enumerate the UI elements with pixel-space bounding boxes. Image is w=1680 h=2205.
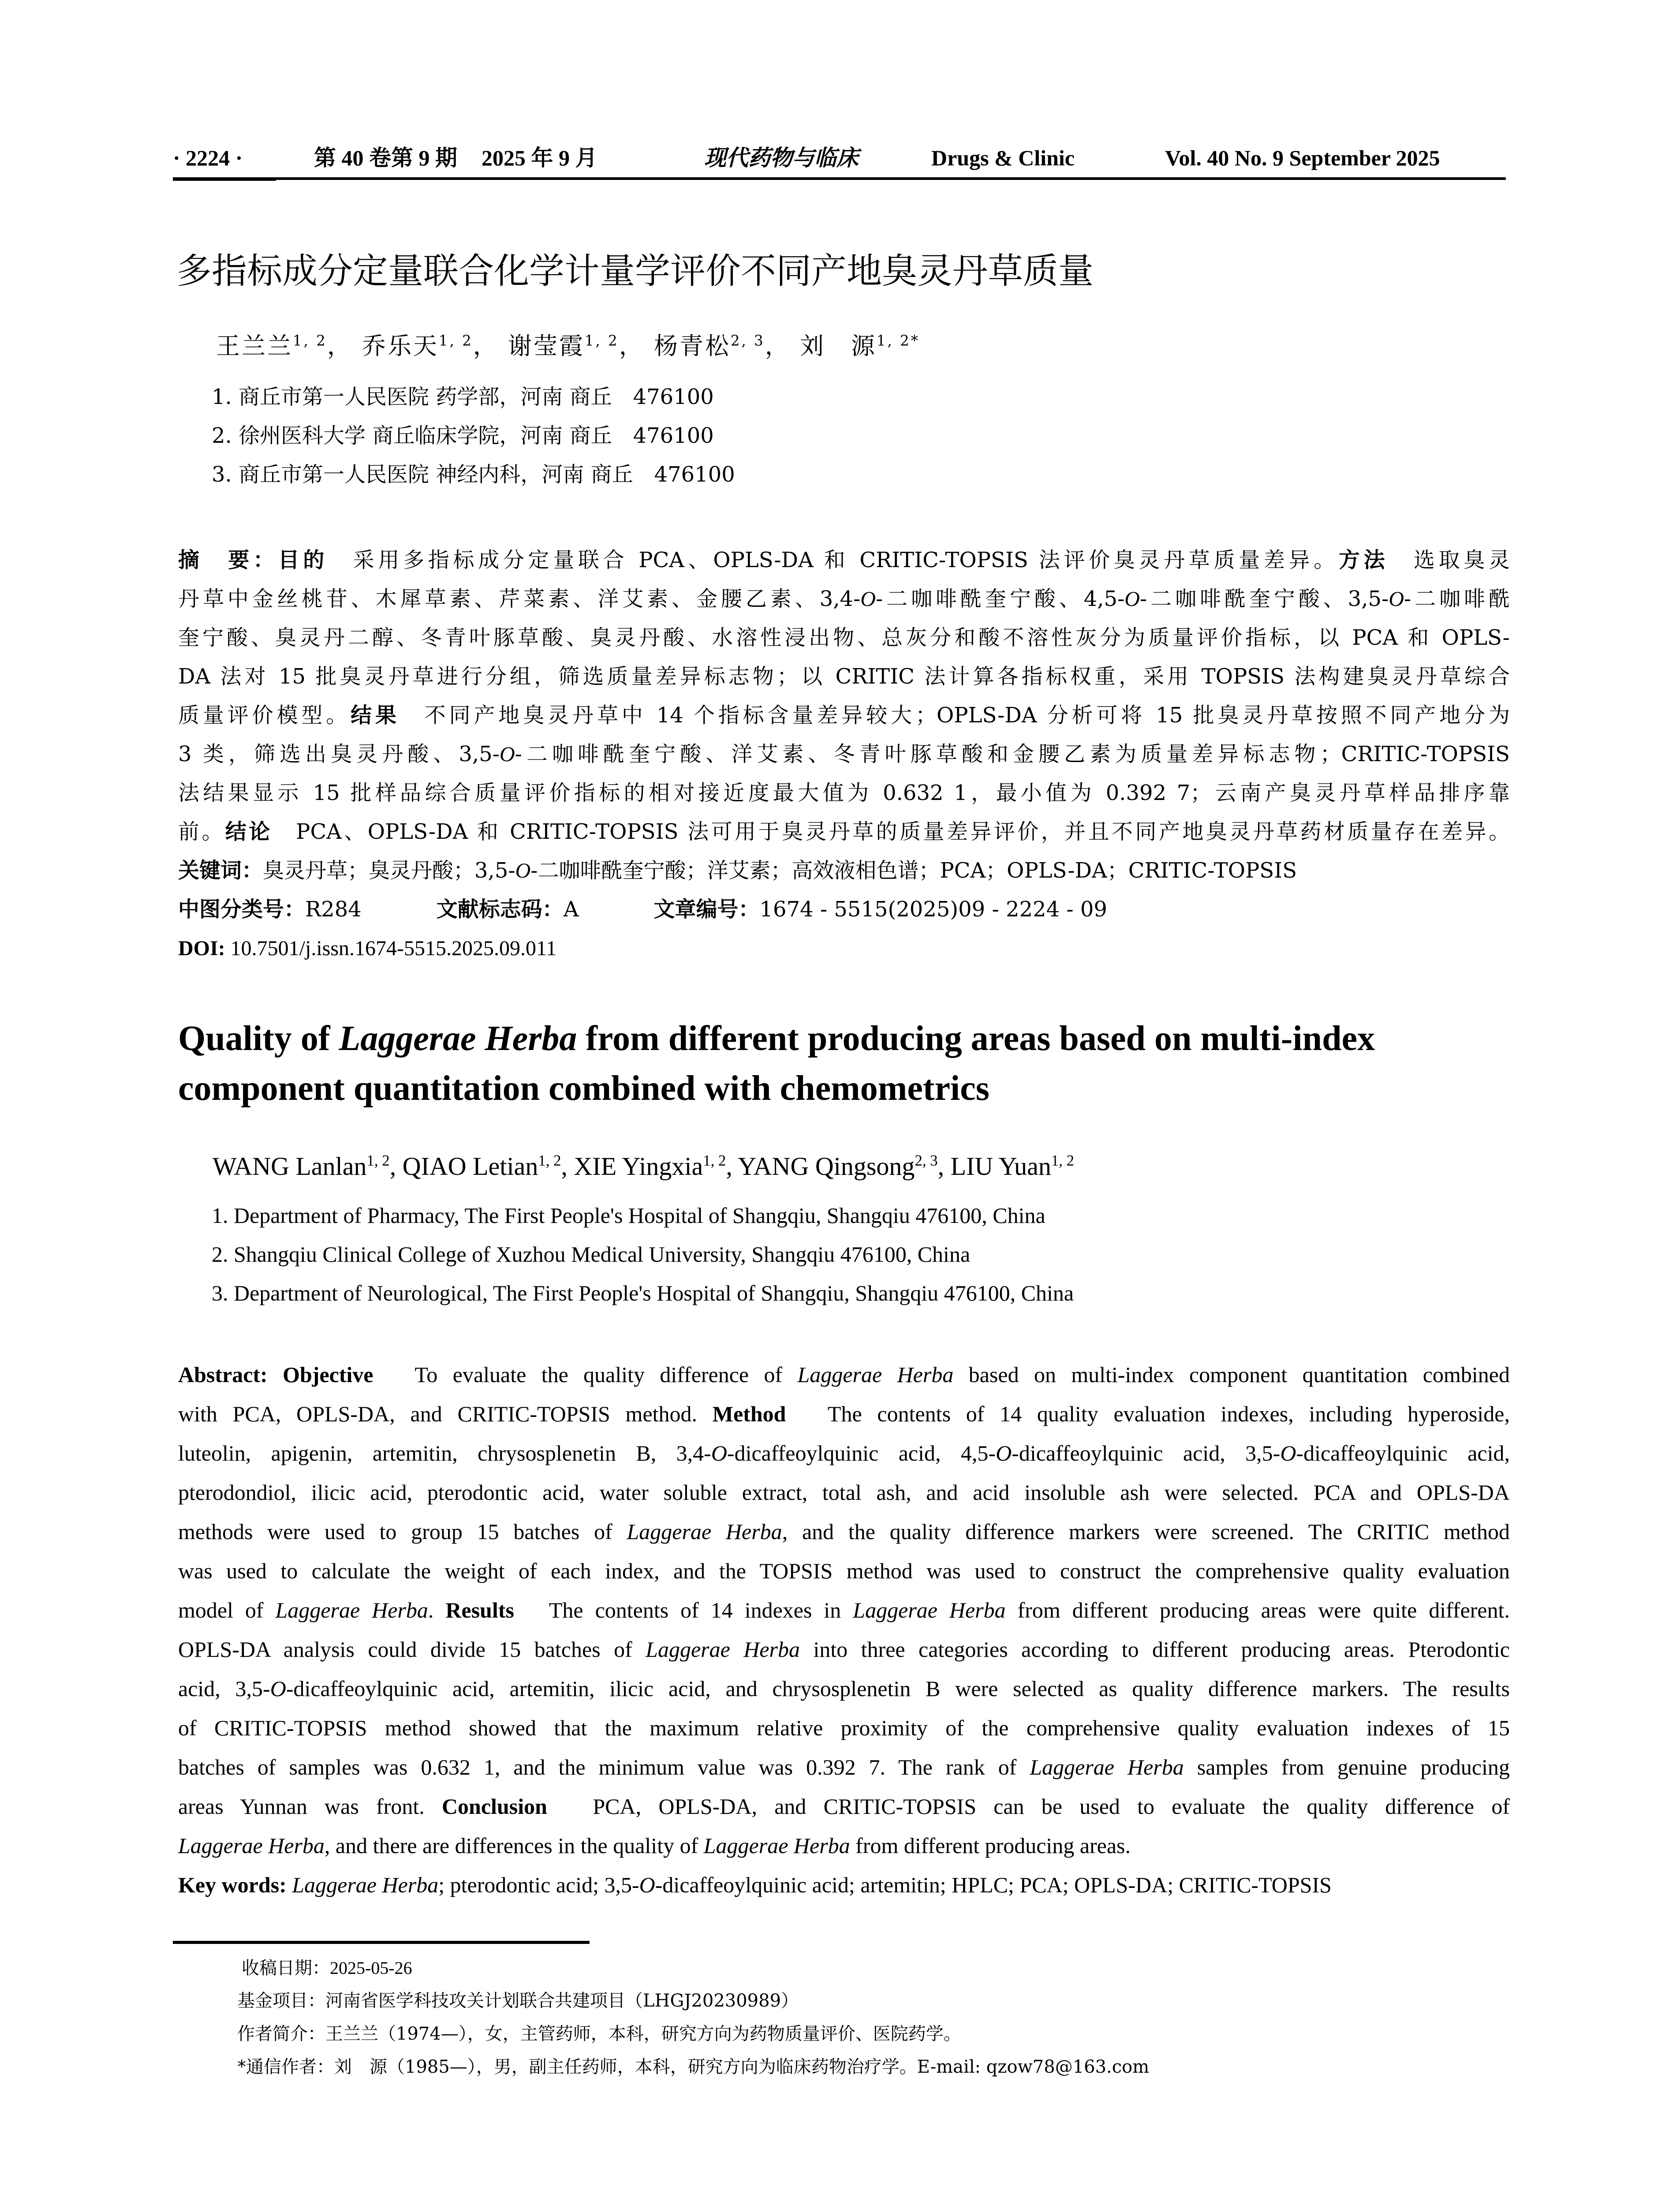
method-label-cn: 方法 bbox=[1338, 548, 1389, 572]
abstract-en-line: acid, 3,5-O-dicaffeoylquinic acid, artemitin, ilicic acid, and chrysosplenetin B were selected as quality difference markers. The results bbox=[178, 1676, 1510, 1701]
doi bbox=[178, 929, 1510, 968]
keywords-en: Key words: Laggerae Herba; pterodontic acid; 3,5-O-dicaffeoylquinic acid; artemitin; HPLC; PCA; OPLS-DA; CRITIC-TOPSIS bbox=[178, 1872, 1332, 1897]
header-rule bbox=[276, 177, 1506, 180]
author: LIU Yuan$^{1, 2}$ bbox=[950, 1152, 1075, 1181]
affiliation-en: 1. Department of Pharmacy, The First People's Hospital of Shangqiu, Shangqiu 476100, China bbox=[212, 1203, 1045, 1228]
abstract-en-line: luteolin, apigenin, artemitin, chrysosplenetin B, 3,4-O-dicaffeoylquinic acid, 4,5-O-dicaffeoylquinic acid, 3,5-O-dicaffeoylquinic acid, bbox=[178, 1441, 1510, 1465]
abstract-en-line: Laggerae Herba, and there are differences in the quality of Laggerae Herba from different producing areas. bbox=[178, 1833, 1131, 1858]
abstract-en-line: of CRITIC-TOPSIS method showed that the maximum relative proximity of the comprehensive quality evaluation indexes of 15 bbox=[178, 1715, 1510, 1740]
footnote-corresponding-author: *通信作者：刘 源（1985—），男，副主任药师，本科，研究方向为临床药物治疗学。E-mail: qzow78@163.com bbox=[237, 2057, 1150, 2077]
abstract-en-line: batches of samples was 0.632 1, and the minimum value was 0.392 7. The rank of Laggerae Herba samples from genuine producing bbox=[178, 1755, 1510, 1779]
journal-name-en: Drugs & Clinic bbox=[931, 146, 1075, 170]
author: 王兰兰$^{1, 2}$， bbox=[216, 332, 353, 360]
journal-name-cn: 现代药物与临床 bbox=[704, 145, 859, 171]
abstract-cn-line: 前。结论 PCA、OPLS-DA 和 CRITIC-TOPSIS 法可用于臭灵丹草的质量差异评价，并且不同产地臭灵丹草药材质量存在差异。 bbox=[178, 819, 1510, 844]
title-cn: 多指标成分定量联合化学计量学评价不同产地臭灵丹草质量 bbox=[176, 250, 1094, 292]
keywords-label-en: Key words: bbox=[178, 1872, 292, 1897]
author: WANG Lanlan$^{1, 2}$, bbox=[213, 1152, 403, 1181]
author: YANG Qingsong$^{2, 3}$, bbox=[738, 1152, 951, 1181]
results-label-en: Results bbox=[445, 1598, 514, 1622]
abstract-en-line: model of Laggerae Herba. Results The contents of 14 indexes in Laggerae Herba from different producing areas were quite different. bbox=[178, 1598, 1510, 1622]
affiliation-cn: 1. 商丘市第一人民医院 药学部，河南 商丘 476100 bbox=[212, 385, 714, 409]
author: 谢莹霞$^{1, 2}$， bbox=[508, 332, 645, 360]
abstract-en-line: Abstract: Objective To evaluate the quality difference of Laggerae Herba based on multi-index component quantitation combined bbox=[178, 1362, 1510, 1387]
page-number: · 2224 · bbox=[173, 146, 243, 170]
abstract-cn-line: 丹草中金丝桃苷、木犀草素、芹菜素、洋艾素、金腰乙素、3,4-O-二咖啡酰奎宁酸、4,5-O-二咖啡酰奎宁酸、3,5-O-二咖啡酰 bbox=[178, 587, 1510, 611]
author: 乔乐天$^{1, 2}$， bbox=[362, 332, 499, 360]
clc-value: R284 bbox=[305, 897, 362, 922]
footnote-received: 收稿日期：2025-05-26 bbox=[242, 1958, 412, 1978]
footnote-fund: 基金项目：河南省医学科技攻关计划联合共建项目（LHGJ20230989） bbox=[237, 1991, 799, 2011]
affiliation-cn: 3. 商丘市第一人民医院 神经内科，河南 商丘 476100 bbox=[212, 462, 735, 487]
affiliation-en: 3. Department of Neurological, The First People's Hospital of Shangqiu, Shangqiu 476100, China bbox=[212, 1281, 1074, 1305]
abstract-cn-line: 法结果显示 15 批样品综合质量评价指标的相对接近度最大值为 0.632 1，最小值为 0.392 7；云南产臭灵丹草样品排序靠 bbox=[178, 781, 1510, 805]
header-rule-thick bbox=[173, 177, 276, 181]
article-no-label: 文章编号： bbox=[653, 897, 760, 922]
authors-cn bbox=[216, 329, 920, 364]
keywords-cn: 关键词：臭灵丹草；臭灵丹酸；3,5-O-二咖啡酰奎宁酸；洋艾素；高效液相色谱；PCA；OPLS-DA；CRITIC-TOPSIS bbox=[178, 858, 1297, 883]
title-en: Quality of Laggerae Herba from different producing areas based on multi-index bbox=[178, 1019, 1375, 1058]
conclusion-label-cn: 结论 bbox=[225, 819, 273, 844]
conclusion-label-en: Conclusion bbox=[441, 1794, 547, 1819]
doc-code-label: 文献标志码： bbox=[436, 897, 564, 922]
doc-code-value: A bbox=[563, 897, 579, 922]
volume-issue-cn: 第 40 卷第 9 期 bbox=[314, 146, 457, 170]
abstract-en-line: OPLS-DA analysis could divide 15 batches of Laggerae Herba into three categories according to different producing areas. Pterodontic bbox=[178, 1637, 1510, 1662]
volume-issue-en: Vol. 40 No. 9 September 2025 bbox=[1165, 146, 1440, 170]
footnote-rule bbox=[173, 1941, 590, 1944]
results-label-cn: 结果 bbox=[351, 703, 400, 728]
date-cn: 2025 年 9 月 bbox=[482, 146, 597, 170]
abstract-cn-line: DA 法对 15 批臭灵丹草进行分组，筛选质量差异标志物；以 CRITIC 法计算各指标权重，采用 TOPSIS 法构建臭灵丹草综合 bbox=[178, 664, 1510, 689]
abstract-cn-line: 质量评价模型。结果 不同产地臭灵丹草中 14 个指标含量差异较大；OPLS-DA 分析可将 15 批臭灵丹草按照不同产地分为 bbox=[178, 703, 1510, 728]
method-label-en: Method bbox=[712, 1401, 786, 1426]
author: XIE Yingxia$^{1, 2}$, bbox=[574, 1152, 738, 1181]
affiliation-cn: 2. 徐州医科大学 商丘临床学院，河南 商丘 476100 bbox=[212, 423, 714, 448]
article-no-value: 1674 - 5515(2025)09 - 2224 - 09 bbox=[759, 897, 1107, 922]
title-en-line2: component quantitation combined with chemometrics bbox=[178, 1069, 989, 1108]
abstract-cn-line: 奎宁酸、臭灵丹二醇、冬青叶豚草酸、臭灵丹酸、水溶性浸出物、总灰分和酸不溶性灰分为质量评价指标，以 PCA 和 OPLS- bbox=[178, 625, 1510, 650]
objective-label-cn: 目的 bbox=[278, 548, 329, 572]
authors-en bbox=[213, 1147, 1074, 1186]
objective-label-en: Objective bbox=[283, 1362, 373, 1387]
abstract-en-line: pterodondiol, ilicic acid, pterodontic acid, water soluble extract, total ash, and acid insoluble ash were selected. PCA and OPLS-DA bbox=[178, 1480, 1510, 1505]
doi-value: 10.7501/j.issn.1674-5515.2025.09.011 bbox=[225, 937, 557, 960]
abstract-en-line: with PCA, OPLS-DA, and CRITIC-TOPSIS method. Method The contents of 14 quality evaluation indexes, including hyperoside, bbox=[178, 1401, 1510, 1426]
abstract-label-en: Abstract: bbox=[178, 1362, 283, 1387]
abstract-label-cn: 摘 要： bbox=[178, 548, 278, 572]
clc-label: 中图分类号： bbox=[178, 897, 306, 922]
classification-cn bbox=[178, 890, 1510, 929]
author: 刘 源$^{1, 2*}$ bbox=[799, 332, 920, 360]
keywords-label-cn: 关键词： bbox=[178, 858, 263, 883]
author: QIAO Letian$^{1, 2}$, bbox=[402, 1152, 574, 1181]
abstract-en-line: was used to calculate the weight of each index, and the TOPSIS method was used to construct the comprehensive quality evaluation bbox=[178, 1558, 1510, 1583]
affiliation-en: 2. Shangqiu Clinical College of Xuzhou Medical University, Shangqiu 476100, China bbox=[212, 1242, 971, 1267]
author: 杨青松$^{2, 3}$， bbox=[653, 332, 791, 360]
abstract-cn-line: 3 类，筛选出臭灵丹酸、3,5-O-二咖啡酰奎宁酸、洋艾素、冬青叶豚草酸和金腰乙素为质量差异标志物；CRITIC-TOPSIS bbox=[178, 742, 1510, 766]
running-header bbox=[173, 140, 1506, 176]
footnote-author-bio: 作者简介：王兰兰（1974—），女，主管药师，本科，研究方向为药物质量评价、医院药学。 bbox=[237, 2024, 961, 2044]
abstract-cn-line: 摘 要：目的 采用多指标成分定量联合 PCA、OPLS-DA 和 CRITIC-TOPSIS 法评价臭灵丹草质量差异。方法 选取臭灵 bbox=[178, 548, 1510, 572]
abstract-en-line: areas Yunnan was front. Conclusion PCA, OPLS-DA, and CRITIC-TOPSIS can be used to evaluate the quality difference of bbox=[178, 1794, 1510, 1819]
doi-label: DOI: bbox=[178, 937, 225, 960]
abstract-en-line: methods were used to group 15 batches of Laggerae Herba, and the quality difference markers were screened. The CRITIC method bbox=[178, 1519, 1510, 1544]
